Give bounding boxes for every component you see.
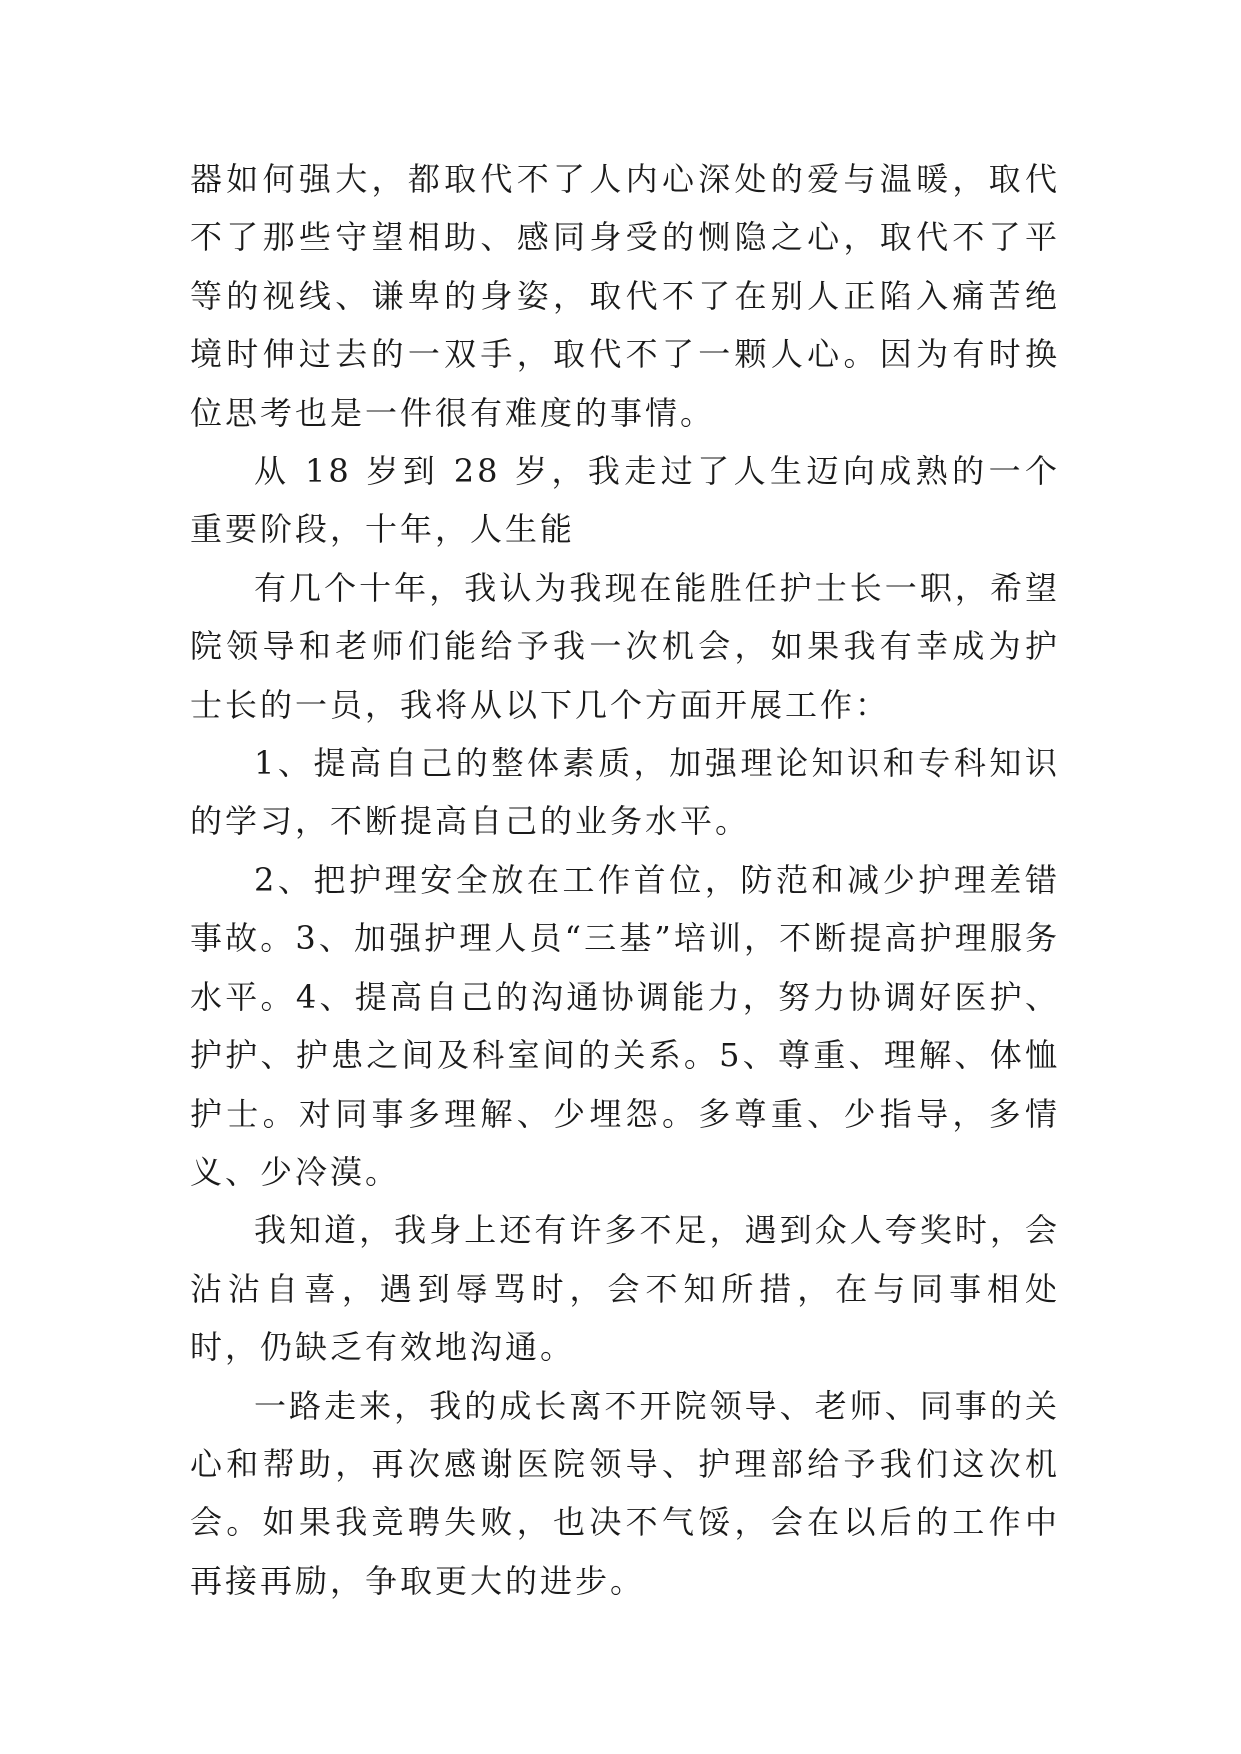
paragraph-closing: 一路走来，我的成长离不开院领导、老师、同事的关心和帮助，再次感谢医院领导、护理部给予我们这次机会。如果我竞聘失败，也决不气馁，会在以后的工作中再接再励，争取更大的进步。 bbox=[190, 1386, 1060, 1600]
paragraph-candidacy: 有几个十年，我认为我现在能胜任护士长一职，希望院领导和老师们能给予我一次机会，如果我有幸成为护士长的一员，我将从以下几个方面开展工作： bbox=[190, 568, 1060, 724]
paragraph-item-1: 1、提高自己的整体素质，加强理论知识和专科知识的学习，不断提高自己的业务水平。 bbox=[190, 744, 1060, 841]
paragraph-items-2-5: 2、把护理安全放在工作首位，防范和减少护理差错事故。3、加强护理人员“三基”培训，不断提高护理服务水平。4、提高自己的沟通协调能力，努力协调好医护、护护、护患之间及科室间的关系。5、尊重、理解、体恤护士。对同事多理解、少埋怨。多尊重、少指导，多情义、少冷漠。 bbox=[190, 860, 1060, 1191]
paragraph-age-decade: 从 18 岁到 28 岁，我走过了人生迈向成熟的一个重要阶段，十年，人生能 bbox=[190, 452, 1060, 549]
paragraph-shortcomings: 我知道，我身上还有许多不足，遇到众人夸奖时，会沾沾自喜，遇到辱骂时，会不知所措，在与同事相处时，仍缺乏有效地沟通。 bbox=[190, 1211, 1060, 1367]
document-body bbox=[190, 150, 1060, 1610]
paragraph-continuation: 器如何强大，都取代不了人内心深处的爱与温暖，取代不了那些守望相助、感同身受的恻隐之心，取代不了平等的视线、谦卑的身姿，取代不了在别人正陷入痛苦绝境时伸过去的一双手，取代不了一颗人心。因为有时换位思考也是一件很有难度的事情。 bbox=[190, 160, 1060, 432]
